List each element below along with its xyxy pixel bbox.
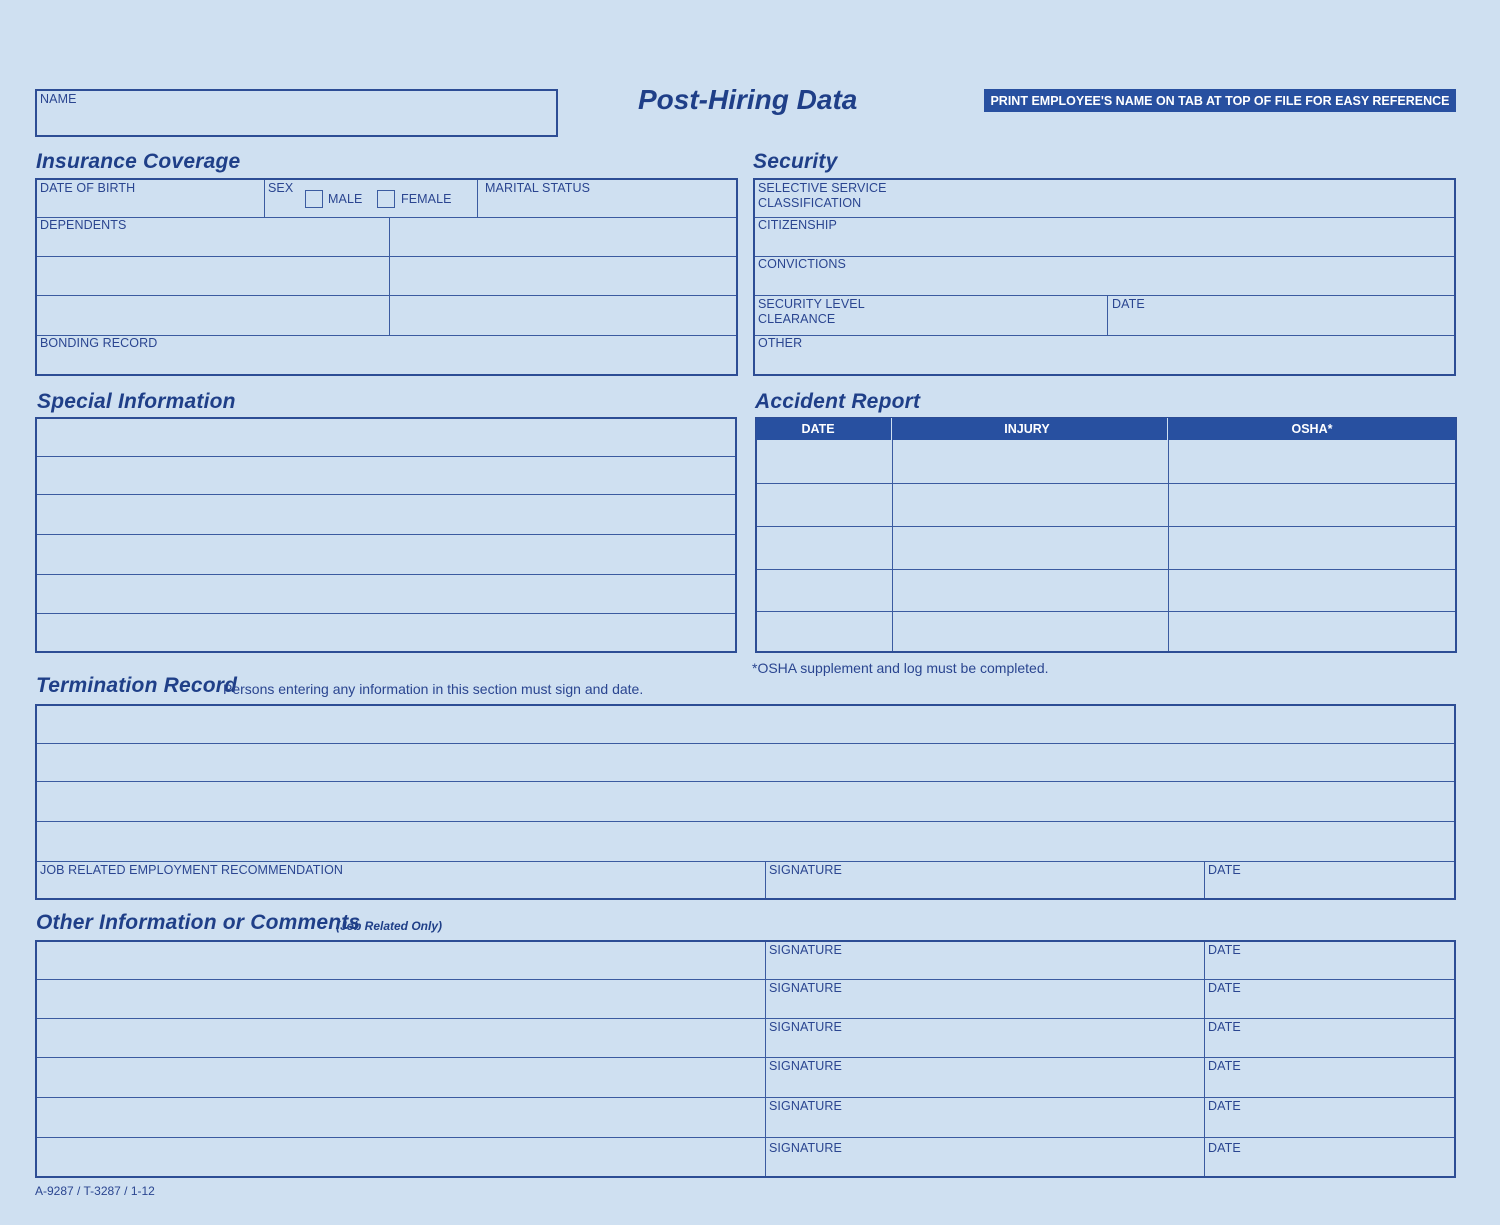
male-checkbox[interactable] [305, 190, 323, 208]
comment-date-label: DATE [1208, 1141, 1241, 1155]
bonding-record-label: BONDING RECORD [40, 336, 158, 350]
other-info-note: (Job Related Only) [336, 919, 443, 933]
convictions-label: CONVICTIONS [758, 257, 846, 271]
classification-label: CLASSIFICATION [758, 196, 862, 210]
security-heading: Security [753, 150, 838, 173]
accident-report-heading: Accident Report [755, 390, 921, 413]
clearance-date-field[interactable] [1109, 297, 1454, 334]
comment-date-label: DATE [1208, 1020, 1241, 1034]
marital-status-field[interactable] [478, 180, 736, 216]
dob-label: DATE OF BIRTH [40, 181, 136, 195]
dependents-label: DEPENDENTS [40, 218, 127, 232]
comment-date-label: DATE [1208, 1059, 1241, 1073]
recommendation-label: JOB RELATED EMPLOYMENT RECOMMENDATION [40, 863, 344, 877]
tab-instruction-banner: PRINT EMPLOYEE'S NAME ON TAB AT TOP OF FILE FOR EASY REFERENCE [984, 89, 1456, 112]
termination-date-label: DATE [1208, 863, 1241, 877]
name-field[interactable] [35, 89, 558, 137]
comment-signature-label: SIGNATURE [769, 1099, 842, 1113]
security-other-label: OTHER [758, 336, 803, 350]
female-checkbox[interactable] [377, 190, 395, 208]
osha-footnote: *OSHA supplement and log must be completed. [752, 660, 1049, 676]
citizenship-label: CITIZENSHIP [758, 218, 837, 232]
special-info-table[interactable] [35, 417, 737, 653]
insurance-table [35, 178, 738, 376]
accident-col-date: DATE [801, 422, 835, 436]
form-code: A-9287 / T-3287 / 1-12 [35, 1184, 155, 1198]
dob-field[interactable] [37, 180, 263, 216]
convictions-field[interactable] [755, 257, 1454, 294]
comment-signature-label: SIGNATURE [769, 1020, 842, 1034]
security-other-field[interactable] [755, 336, 1454, 374]
comment-signature-label: SIGNATURE [769, 1141, 842, 1155]
termination-heading: Termination Record [36, 674, 238, 697]
accident-col-injury: INJURY [1004, 422, 1050, 436]
termination-signature-label: SIGNATURE [769, 863, 842, 877]
accident-col-osha: OSHA* [1291, 422, 1333, 436]
marital-status-label: MARITAL STATUS [485, 181, 591, 195]
name-label: NAME [40, 92, 77, 106]
comment-signature-label: SIGNATURE [769, 981, 842, 995]
clearance-label: CLEARANCE [758, 312, 836, 326]
bonding-record-field[interactable] [37, 336, 736, 374]
selective-service-field[interactable] [755, 180, 1454, 216]
form-title: Post-Hiring Data [638, 84, 858, 115]
special-info-heading: Special Information [37, 390, 236, 413]
security-table [753, 178, 1456, 376]
termination-table[interactable] [35, 704, 1456, 900]
comment-date-label: DATE [1208, 981, 1241, 995]
comment-signature-label: SIGNATURE [769, 943, 842, 957]
female-label: FEMALE [401, 192, 452, 206]
comment-date-label: DATE [1208, 1099, 1241, 1113]
other-info-heading: Other Information or Comments [36, 911, 361, 934]
citizenship-field[interactable] [755, 218, 1454, 255]
selective-service-label: SELECTIVE SERVICE [758, 181, 887, 195]
accident-table-header [756, 418, 1456, 440]
security-date-label: DATE [1112, 297, 1145, 311]
clearance-field[interactable] [755, 297, 1106, 334]
security-level-label: SECURITY LEVEL [758, 297, 865, 311]
comment-signature-label: SIGNATURE [769, 1059, 842, 1073]
termination-note: Persons entering any information in this section must sign and date. [223, 681, 644, 697]
sex-label: SEX [268, 181, 294, 195]
insurance-heading: Insurance Coverage [36, 150, 241, 173]
comments-table[interactable] [35, 940, 1456, 1178]
accident-table[interactable] [755, 417, 1457, 653]
dependents-field[interactable] [37, 218, 736, 334]
comment-date-label: DATE [1208, 943, 1241, 957]
male-label: MALE [328, 192, 363, 206]
